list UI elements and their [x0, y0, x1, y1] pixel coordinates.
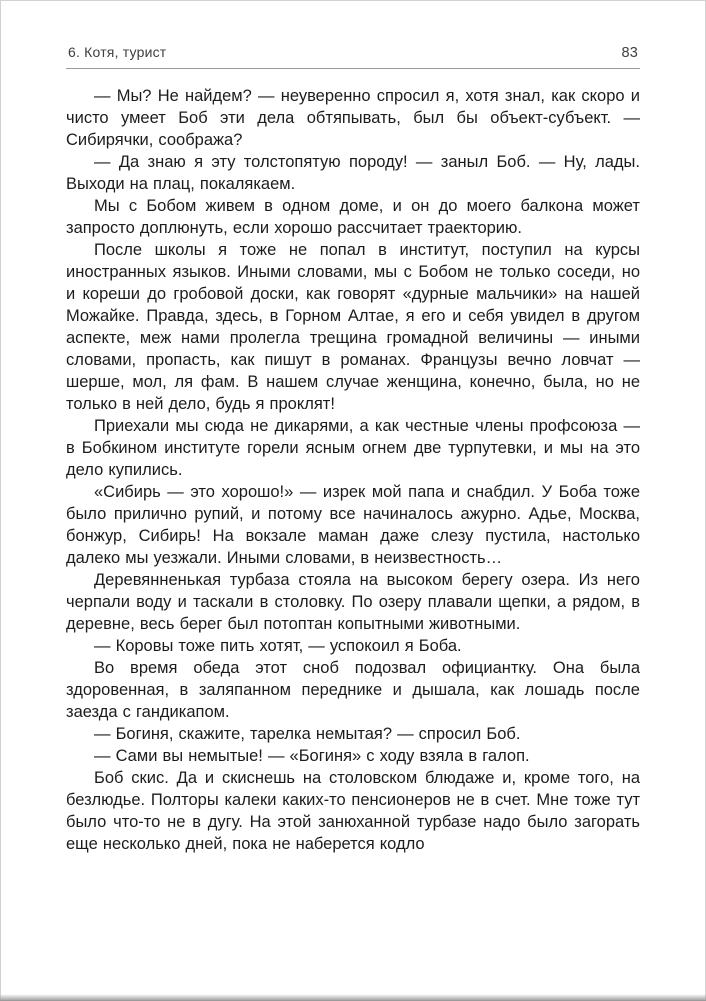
page-bottom-edge — [0, 994, 706, 1001]
paragraph: Мы с Бобом живем в одном доме, и он до моего балкона может запросто доплюнуть, если хорошо рассчитает траекторию. — [66, 197, 640, 237]
body-text — [66, 85, 640, 855]
paragraph: — Да знаю я эту толстопятую породу! — заныл Боб. — Ну, лады. Выходи на плац, покалякаем. — [66, 153, 640, 193]
paragraph: Боб скис. Да и скиснешь на столовском блюдаже и, кроме того, на безлюдье. Полторы калеки каких-то пенсионеров не в счет. Мне тоже тут было что-то не в дугу. На этой занюханной турбазе надо было загорать еще несколько дней, пока не наберется кодло — [66, 769, 640, 853]
running-header — [66, 44, 640, 69]
paragraph: Во время обеда этот сноб подозвал официантку. Она была здоровенная, в заляпанном переднике и дышала, как лошадь после заезда с гандикапом. — [66, 659, 640, 721]
paragraph: — Коровы тоже пить хотят, — успокоил я Боба. — [94, 637, 462, 655]
paragraph: — Мы? Не найдем? — неуверенно спросил я, хотя знал, как скоро и чисто умеет Боб эти дела обтяпывать, был бы объект-субъект. — Сибирячки, сообража? — [66, 87, 640, 149]
page-number: 83 — [621, 45, 638, 61]
paragraph: Приехали мы сюда не дикарями, а как честные члены профсоюза — в Бобкином институте горели ясным огнем две турпутевки, и мы на это дело купились. — [66, 417, 640, 479]
paragraph: — Сами вы немытые! — «Богиня» с ходу взяла в галоп. — [94, 747, 530, 765]
paragraph: — Богиня, скажите, тарелка немытая? — спросил Боб. — [94, 725, 521, 743]
paragraph: «Сибирь — это хорошо!» — изрек мой папа и снабдил. У Боба тоже было прилично рупий, и потому все начиналось ажурно. Адье, Москва, бонжур, Сибирь! На вокзале маман даже слезу пустила, настолько далеко мы уезжали. Иными словами, в неизвестность… — [66, 483, 640, 567]
paragraph: Деревянненькая турбаза стояла на высоком берегу озера. Из него черпали воду и таскали в столовку. По озеру плавали щепки, а рядом, в деревне, весь берег был потоптан копытными животными. — [66, 571, 640, 633]
running-title: 6. Котя, турист — [68, 44, 167, 60]
paragraph: После школы я тоже не попал в институт, поступил на курсы иностранных языков. Иными словами, мы с Бобом не только соседи, но и кореши до гробовой доски, как говорят «дурные мальчики» на нашей Можайке. Правда, здесь, в Горном Алтае, я его и себя увидел в другом аспекте, меж нами пролегла трещина громадной величины — иными словами, пропасть, как пишут в романах. Французы вечно ловчат — шерше, мол, ля фам. В нашем случае женщина, конечно, была, но не только в ней дело, будь я проклят! — [66, 241, 640, 413]
